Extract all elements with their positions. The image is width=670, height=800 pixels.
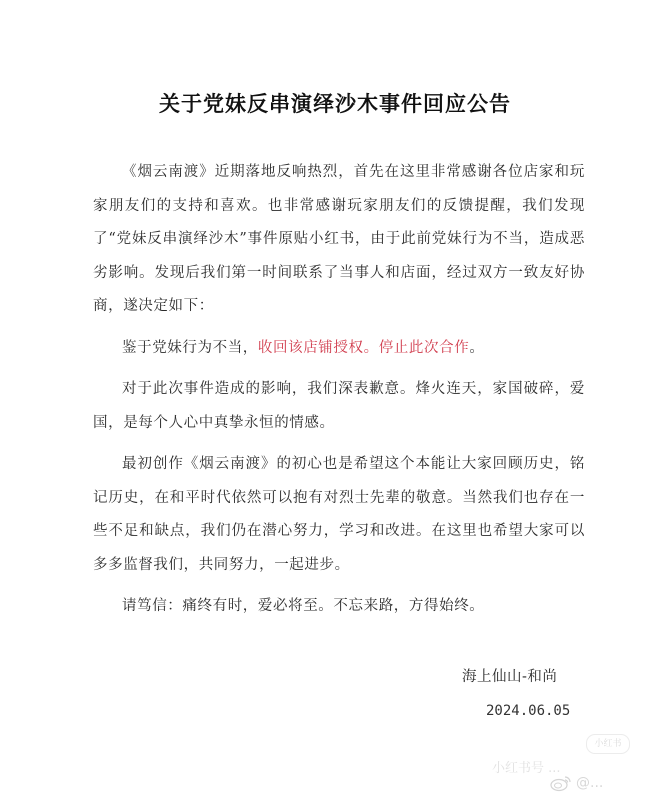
paragraph-closing: 请笃信：痛终有时，爱必将至。不忘来路，方得始终。 bbox=[122, 598, 485, 614]
paragraph-apology: 对于此次事件造成的影响，我们深表歉意。烽火连天，家国破碎，爱国，是每个人心中真挚永恒的情感。 bbox=[93, 381, 585, 431]
decision-highlight: 收回该店铺授权。停止此次合作 bbox=[257, 339, 470, 356]
decision-suffix: 。 bbox=[469, 339, 485, 356]
document-body bbox=[93, 156, 585, 624]
paragraph-intro: 《烟云南渡》近期落地反响热烈，首先在这里非常感谢各位店家和玩家朋友们的支持和喜欢。也非常感谢玩家朋友们的反馈提醒，我们发现了“党妹反串演绎沙木”事件原贴小红书，由于此前党妹行为不当，造成恶劣影响。发现后我们第一时间联系了当事人和店面，经过双方一致友好协商，遂决定如下： bbox=[93, 164, 585, 314]
paragraph-intent: 最初创作《烟云南渡》的初心也是希望这个本能让大家回顾历史，铭记历史，在和平时代依然可以抱有对烈士先辈的敬意。当然我们也存在一些不足和缺点，我们仍在潜心努力，学习和改进。在这里也希望大家可以多多监督我们，共同努力，一起进步。 bbox=[93, 456, 585, 573]
document-date: 2024.06.05 bbox=[486, 703, 571, 719]
weibo-handle: @... bbox=[576, 775, 604, 791]
paragraph-decision bbox=[93, 332, 585, 366]
decision-prefix: 鉴于党妹行为不当， bbox=[122, 339, 258, 356]
weibo-watermark bbox=[550, 774, 603, 792]
xiaohongshu-id-watermark: 小红书号 ... bbox=[492, 761, 561, 776]
weibo-logo-icon bbox=[550, 774, 572, 792]
document-title: 关于党妹反串演绎沙木事件回应公告 bbox=[159, 92, 511, 116]
signature: 海上仙山-和尚 bbox=[462, 669, 558, 685]
xiaohongshu-watermark-badge: 小红书 bbox=[586, 734, 630, 754]
